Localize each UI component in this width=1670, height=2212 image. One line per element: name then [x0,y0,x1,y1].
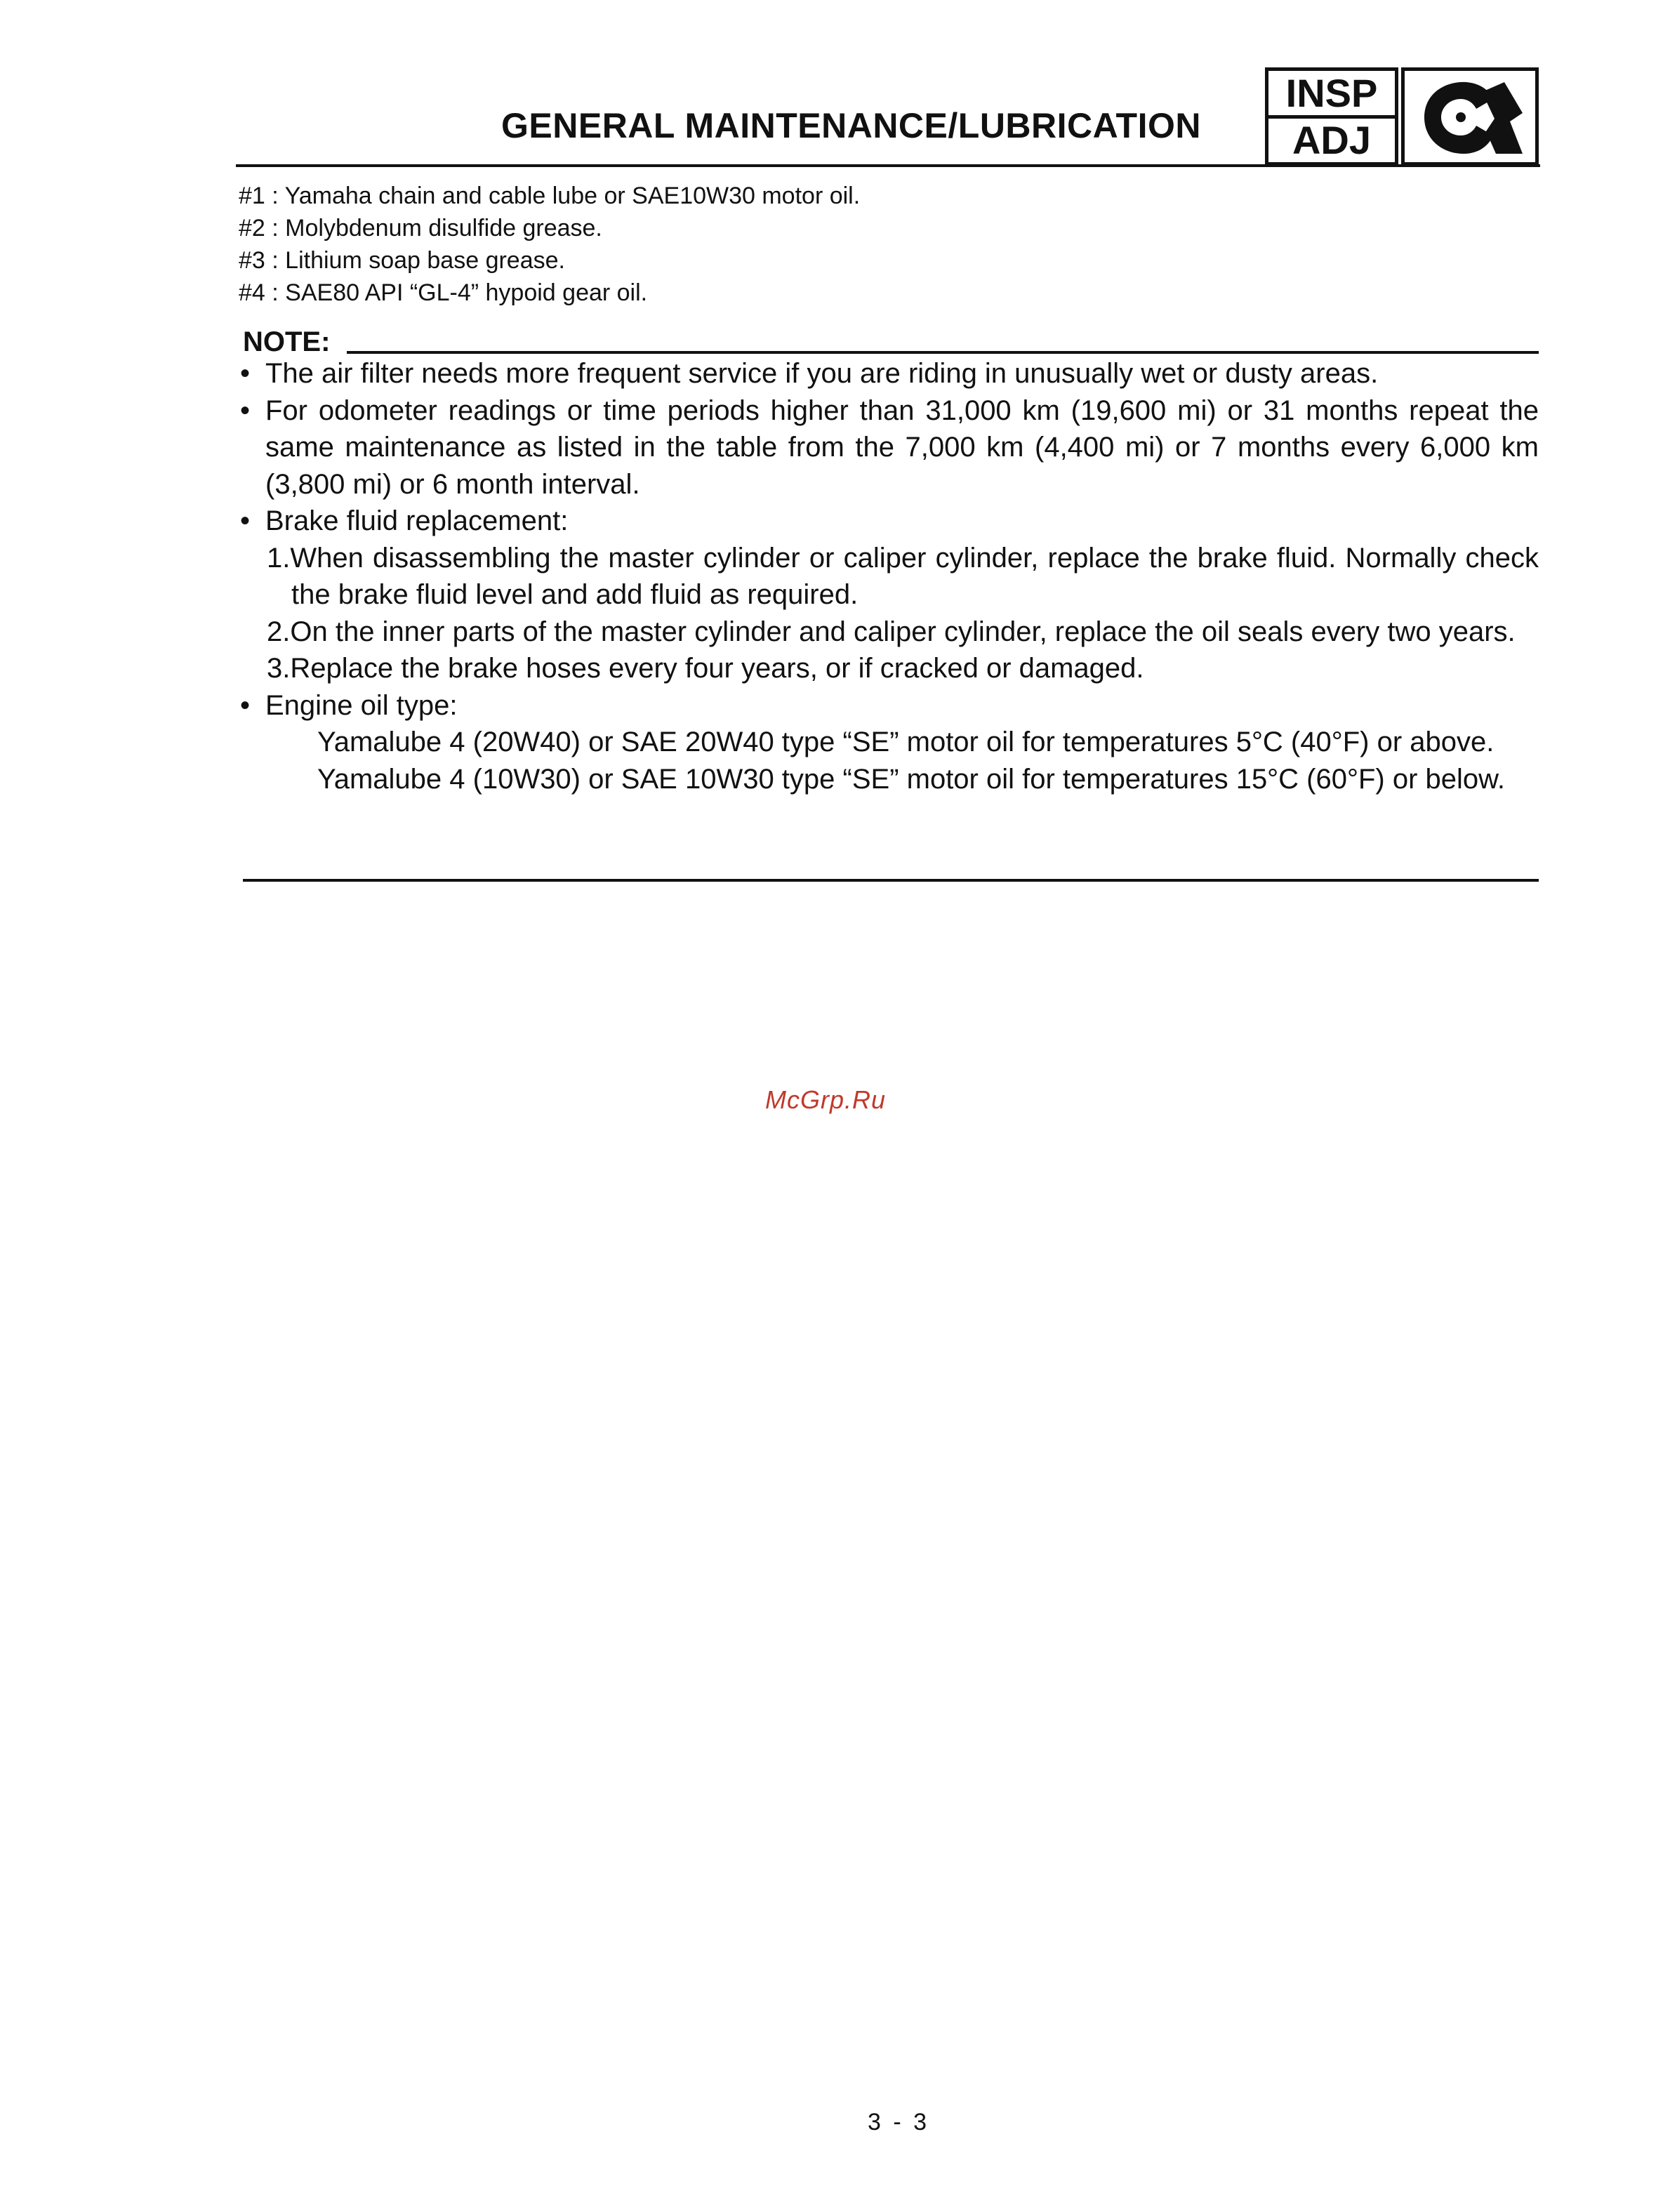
brake-step: 2.On the inner parts of the master cylinder and caliper cylinder, replace the oil seals every two years. [267,616,1516,647]
note-label: NOTE: [243,326,331,357]
page-number: 3 - 3 [868,2109,930,2135]
lubricant-item: #4 : SAE80 API “GL-4” hypoid gear oil. [239,279,648,306]
note-bullet: • Engine oil type: [239,687,1539,724]
watermark: McGrp.Ru [765,1085,887,1114]
note-end-rule [243,879,1539,882]
tool-badge [1401,67,1539,166]
bullet-dot: • [240,505,251,536]
note-body [239,355,1539,797]
note-heading [243,326,1539,358]
note-rule [347,351,1539,354]
bullet-dot: • [240,395,251,426]
badge-adj: ADJ [1292,118,1372,162]
note-bullet: • Brake fluid replacement: [239,503,1539,540]
lubricant-item: #3 : Lithium soap base grease. [239,247,565,274]
note-bullet: • The air filter needs more frequent service if you are riding in unusually wet or dusty areas. [239,355,1539,392]
brake-step: 3.Replace the brake hoses every four years, or if cracked or damaged. [267,653,1144,684]
page-title: GENERAL MAINTENANCE/LUBRICATION [501,106,1201,145]
oil-type-line: Yamalube 4 (10W30) or SAE 10W30 type “SE” motor oil for temperatures 15°C (60°F) or below. [317,763,1505,795]
badge-insp: INSP [1268,71,1395,119]
lubricant-legend [239,180,860,309]
bullet-dot: • [240,689,251,721]
section-badge [1265,67,1398,166]
lubricant-item: #2 : Molybdenum disulfide grease. [239,215,602,241]
note-bullet: • For odometer readings or time periods higher than 31,000 km (19,600 mi) or 31 months repeat the same maintenance as listed in the table from the 7,000 km (4,400 mi) or 7 months every 6,000 km (3,800 mi) or 6 month interval. [239,392,1539,503]
brake-step: 1.When disassembling the master cylinder or caliper cylinder, replace the brake fluid. Normally check the brake fluid level and add fluid as required. [267,542,1539,610]
lubricant-item: #1 : Yamaha chain and cable lube or SAE10W30 motor oil. [239,183,861,209]
wrench-icon [1417,78,1524,157]
bullet-dot: • [240,358,251,389]
oil-type-line: Yamalube 4 (20W40) or SAE 20W40 type “SE” motor oil for temperatures 5°C (40°F) or above. [317,727,1495,757]
